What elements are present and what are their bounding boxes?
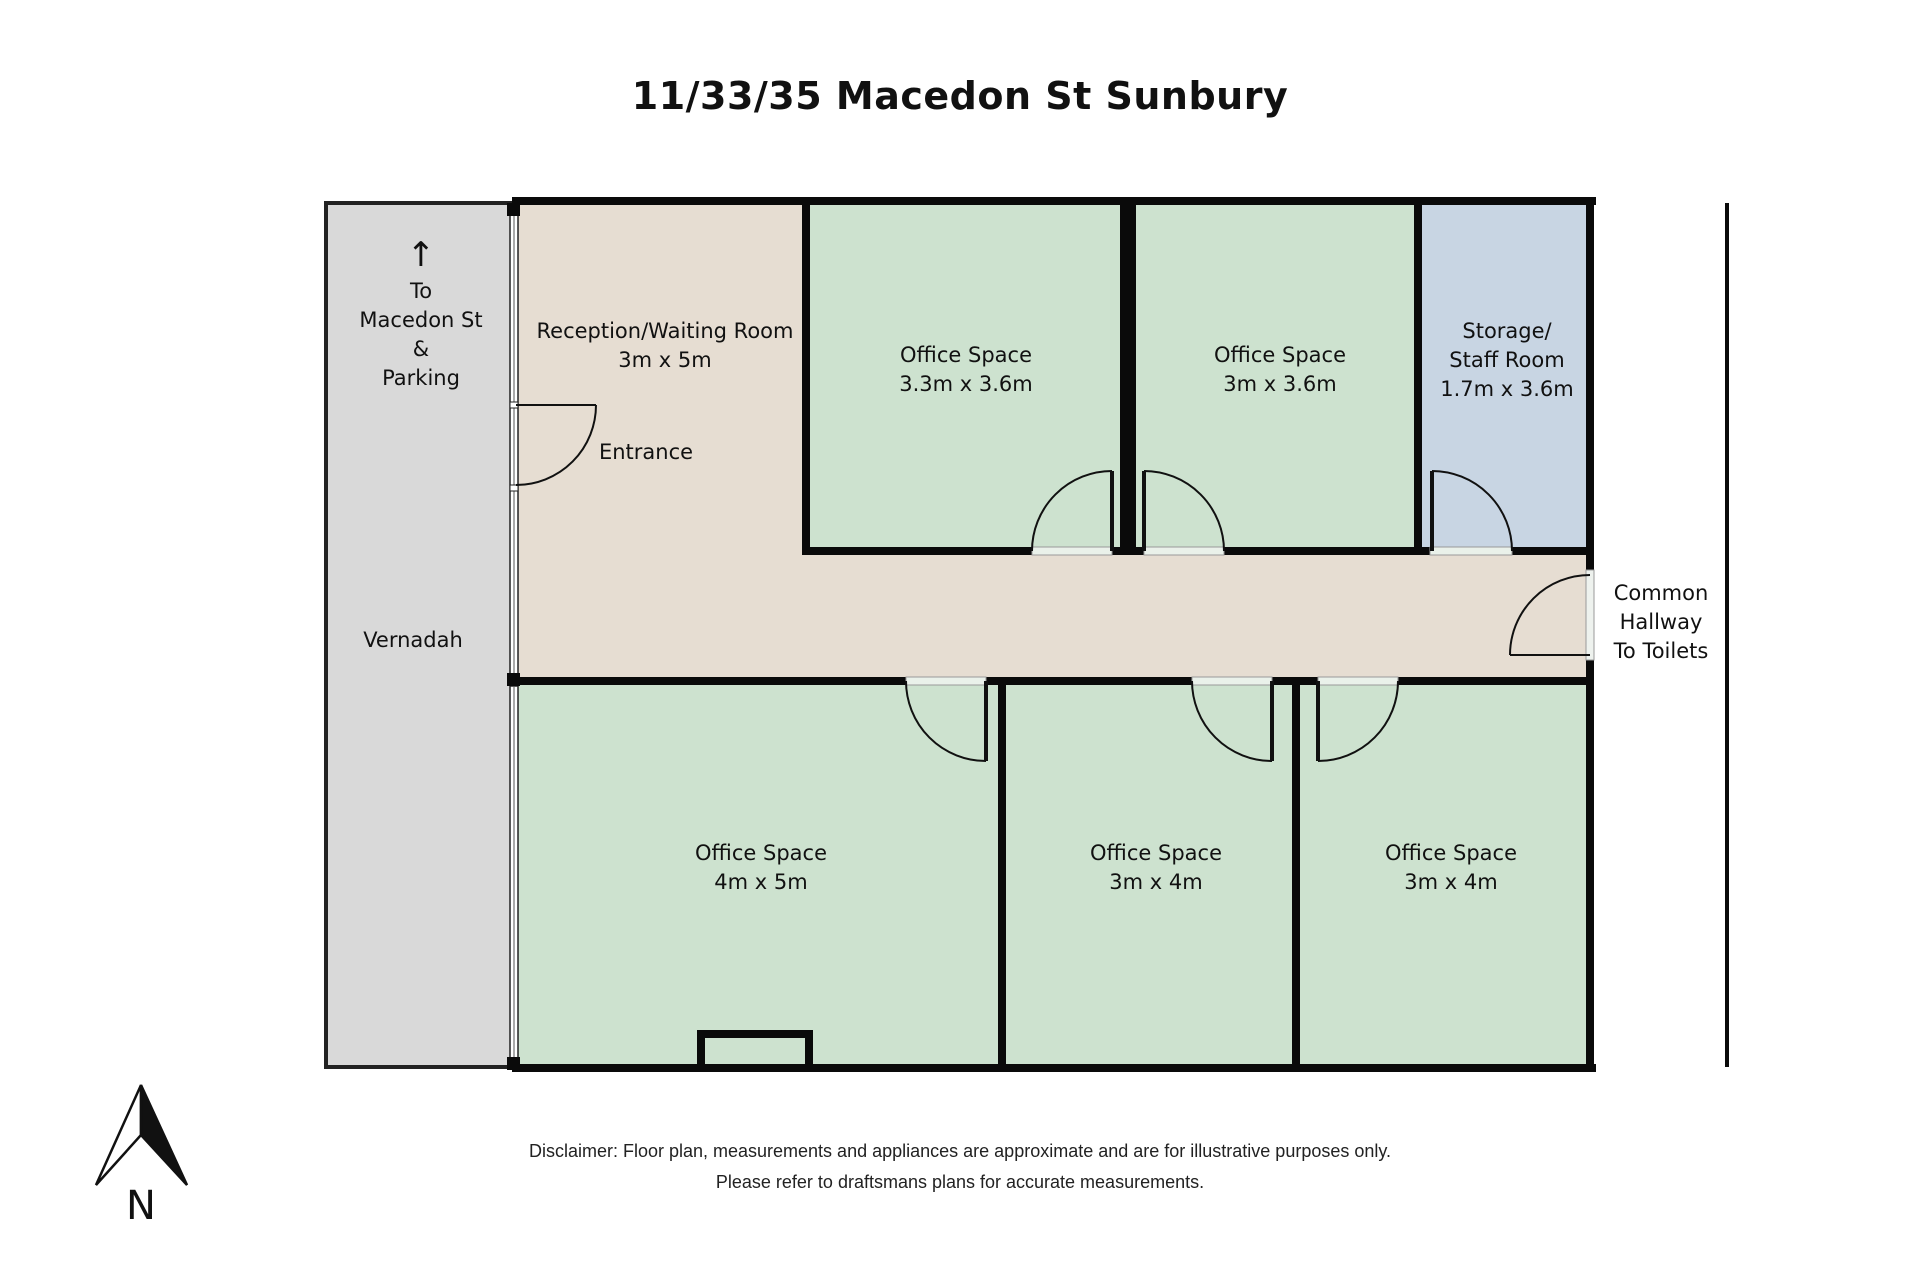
- plan-title: 11/33/35 Macedon St Sunbury: [631, 74, 1289, 118]
- common-hallway-line: Hallway: [1619, 610, 1703, 634]
- common-hallway-line: To Toilets: [1613, 639, 1709, 663]
- reception-name: Reception/Waiting Room: [536, 319, 794, 343]
- verandah-name: Vernadah: [363, 628, 463, 652]
- room-size: 3m x 4m: [1109, 870, 1203, 894]
- room-size: 3.3m x 3.6m: [899, 372, 1033, 396]
- room-size: 3m x 4m: [1404, 870, 1498, 894]
- disclaimer-line: Disclaimer: Floor plan, measurements and appliances are approximate and are for illustrative purposes only.: [528, 1141, 1392, 1161]
- storage-size: 1.7m x 3.6m: [1440, 377, 1574, 401]
- room-name: Office Space: [1385, 841, 1517, 865]
- compass-label: N: [126, 1183, 156, 1229]
- entrance-label: Entrance: [598, 440, 694, 464]
- reception-size: 3m x 5m: [618, 348, 712, 372]
- room-name: Office Space: [1090, 841, 1222, 865]
- verandah-direction-line: Macedon St: [359, 308, 483, 332]
- storage-name-line: Storage/: [1462, 319, 1552, 343]
- room-name: Office Space: [695, 841, 827, 865]
- disclaimer-line: Please refer to draftsmans plans for accurate measurements.: [715, 1172, 1205, 1192]
- verandah-direction-line: To: [409, 279, 433, 303]
- room-name: Office Space: [900, 343, 1032, 367]
- verandah-direction-line: &: [412, 337, 430, 361]
- verandah-direction-line: Parking: [382, 366, 460, 390]
- room-name: Office Space: [1214, 343, 1346, 367]
- common-hallway-line: Common: [1613, 581, 1709, 605]
- storage-name-line: Staff Room: [1449, 348, 1565, 372]
- room-size: 4m x 5m: [714, 870, 808, 894]
- room-size: 3m x 3.6m: [1223, 372, 1337, 396]
- verandah-arrow: ↑: [406, 235, 436, 275]
